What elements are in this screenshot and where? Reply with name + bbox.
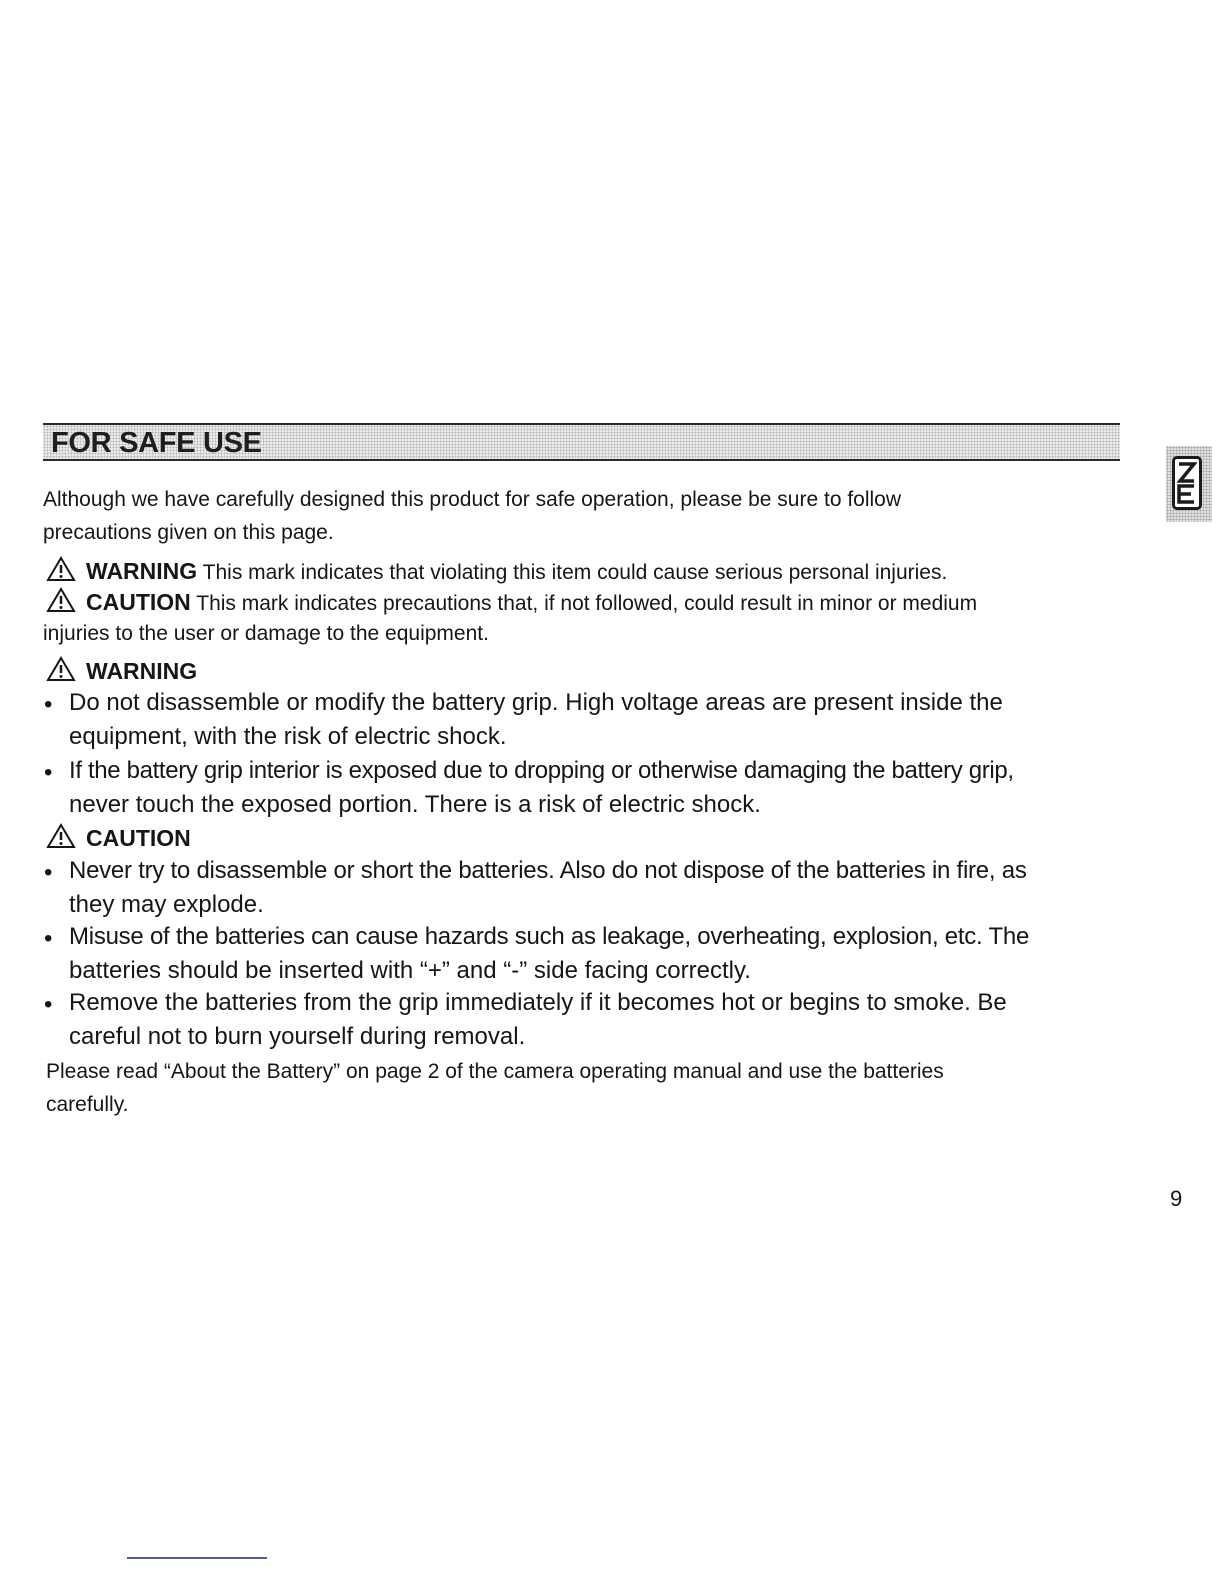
legend-caution-label: CAUTION	[86, 589, 191, 615]
bullet: •	[44, 925, 53, 952]
warning-heading	[46, 656, 197, 685]
legend-warning	[46, 555, 947, 589]
bullet: •	[44, 991, 53, 1018]
caution-item-3-line-1: Remove the batteries from the grip immediately if it becomes hot or begins to smoke. Be	[69, 989, 1007, 1016]
warning-triangle-icon	[46, 556, 76, 582]
legend-warning-text: This mark indicates that violating this item could cause serious personal injuries.	[202, 561, 948, 584]
legend-warning-label: WARNING	[86, 558, 198, 584]
warning-item-1-line-1: Do not disassemble or modify the battery grip. High voltage areas are present inside the	[69, 689, 1003, 716]
legend-caution-continued: injuries to the user or damage to the equipment.	[43, 622, 489, 645]
warning-item-2-line-2: never touch the exposed portion. There is a risk of electric shock.	[69, 791, 761, 818]
intro-line-1: Although we have carefully designed this product for safe operation, please be sure to follow	[43, 488, 902, 511]
section-title: FOR SAFE USE	[51, 427, 262, 459]
legend-caution-text: This mark indicates precautions that, if not followed, could result in minor or medium	[196, 592, 978, 615]
bullet: •	[44, 691, 53, 718]
language-tab	[1166, 446, 1212, 522]
legend-caution	[46, 586, 977, 620]
caution-item-1-line-1: Never try to disassemble or short the batteries. Also do not dispose of the batteries in fire, as	[69, 857, 1027, 884]
footer-rule	[127, 1557, 267, 1559]
caution-triangle-icon	[46, 823, 76, 849]
warning-item-2-line-1: If the battery grip interior is exposed due to dropping or otherwise damaging the battery grip,	[69, 757, 1014, 784]
caution-item-1-line-2: they may explode.	[69, 891, 264, 918]
footer-note-line-1: Please read “About the Battery” on page 2 of the camera operating manual and use the batteries	[46, 1060, 944, 1083]
caution-item-3-line-2: careful not to burn yourself during removal.	[69, 1023, 526, 1050]
caution-triangle-icon	[46, 587, 76, 613]
caution-heading-label: CAUTION	[86, 825, 191, 851]
warning-heading-label: WARNING	[86, 658, 198, 684]
page-number: 9	[1170, 1186, 1183, 1211]
intro-line-2: precautions given on this page.	[43, 521, 334, 544]
warning-item-1-line-2: equipment, with the risk of electric shock.	[69, 723, 507, 750]
bullet: •	[44, 859, 53, 886]
language-en-icon	[1172, 456, 1202, 510]
section-header	[43, 423, 1120, 461]
caution-item-2-line-1: Misuse of the batteries can cause hazards such as leakage, overheating, explosion, etc. The	[69, 923, 1030, 950]
bullet: •	[44, 759, 53, 786]
warning-triangle-icon	[46, 656, 76, 682]
caution-item-2-line-2: batteries should be inserted with “+” and “-” side facing correctly.	[69, 957, 751, 984]
footer-note-line-2: carefully.	[46, 1093, 129, 1116]
caution-heading	[46, 823, 191, 852]
